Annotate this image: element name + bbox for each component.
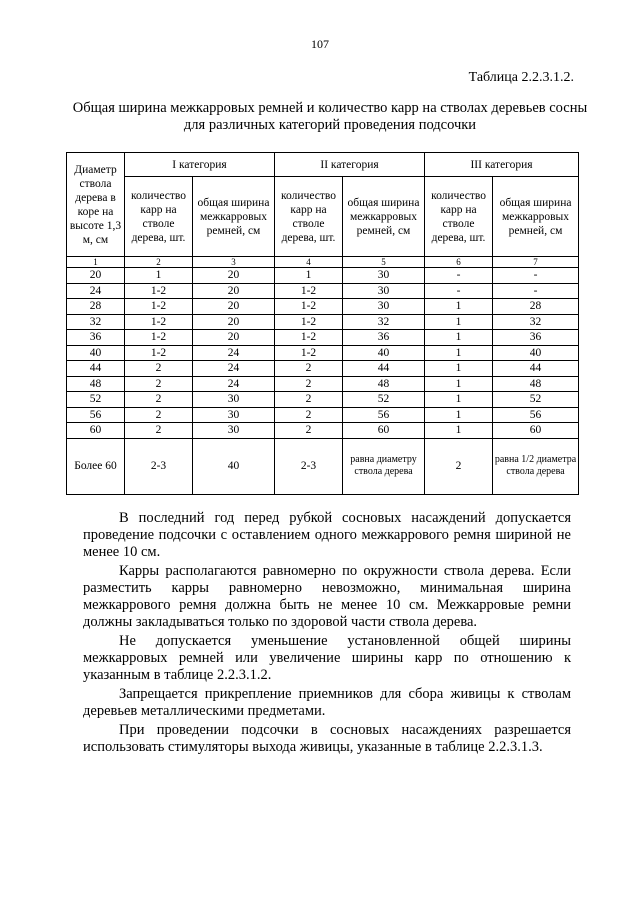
- table-cell: 2: [275, 361, 343, 377]
- table-cell: 48: [493, 376, 579, 392]
- table-caption: Общая ширина межкарровых ремней и количество карр на стволах деревьев сосны для различных категорий проведения подсочки: [72, 100, 588, 133]
- table-cell: 1-2: [125, 345, 193, 361]
- table-cell: 2: [125, 392, 193, 408]
- table-cell: 2-3: [125, 438, 193, 494]
- table-cell: 40: [343, 345, 425, 361]
- table-cell: 24: [67, 283, 125, 299]
- table-cell: 1-2: [125, 314, 193, 330]
- table-cell: 2: [275, 376, 343, 392]
- table-cell: 48: [67, 376, 125, 392]
- col-number: 6: [425, 257, 493, 268]
- header-count-cat1: количество карр на стволе дерева, шт.: [125, 177, 193, 257]
- table-cell: 1-2: [275, 330, 343, 346]
- table-cell: 44: [343, 361, 425, 377]
- header-category-3: III категория: [425, 153, 579, 177]
- table-row: [67, 376, 579, 392]
- table-body: [67, 268, 579, 439]
- table-cell: 1: [425, 407, 493, 423]
- table-cell: 1: [425, 345, 493, 361]
- table-cell: 2-3: [275, 438, 343, 494]
- table-cell: 60: [343, 423, 425, 439]
- table-row: [67, 314, 579, 330]
- header-diameter: Диаметр ствола дерева в коре на высоте 1,3 м, см: [67, 153, 125, 257]
- header-count-cat3: количество карр на стволе дерева, шт.: [425, 177, 493, 257]
- table-cell: 1: [425, 299, 493, 315]
- table-cell: 60: [493, 423, 579, 439]
- col-number: 7: [493, 257, 579, 268]
- table-cell: 2: [125, 361, 193, 377]
- column-number-row: [67, 257, 579, 268]
- table-cell: 36: [343, 330, 425, 346]
- table-cell: 60: [67, 423, 125, 439]
- table-cell: 1: [125, 268, 193, 284]
- table-row: [67, 407, 579, 423]
- table-cell: 30: [343, 283, 425, 299]
- table-cell: 1: [425, 330, 493, 346]
- table-cell: 1: [275, 268, 343, 284]
- table-cell: 52: [493, 392, 579, 408]
- table-cell: 1: [425, 423, 493, 439]
- table-cell: 2: [275, 423, 343, 439]
- table-cell: 1: [425, 376, 493, 392]
- table-cell: -: [493, 283, 579, 299]
- paragraph: Не допускается уменьшение установленной общей ширины межкарровых ремней или увеличение ширины карр по отношению к указанным в таблице 2.2.3.1.2.: [83, 633, 571, 683]
- header-width-cat2: общая ширина межкарровых ремней, см: [343, 177, 425, 257]
- table-cell: 20: [193, 330, 275, 346]
- table-cell: 20: [67, 268, 125, 284]
- table-cell: 56: [493, 407, 579, 423]
- table-cell: 36: [493, 330, 579, 346]
- table-cell: 32: [493, 314, 579, 330]
- table-row: [67, 268, 579, 284]
- table-cell: Более 60: [67, 438, 125, 494]
- table-cell: 28: [67, 299, 125, 315]
- table-row: [67, 345, 579, 361]
- col-number: 5: [343, 257, 425, 268]
- table-cell: 2: [425, 438, 493, 494]
- col-number: 4: [275, 257, 343, 268]
- table-cell: 2: [125, 376, 193, 392]
- table-cell: 30: [193, 392, 275, 408]
- table-cell: 52: [67, 392, 125, 408]
- header-count-cat2: количество карр на стволе дерева, шт.: [275, 177, 343, 257]
- table-cell: 1-2: [275, 283, 343, 299]
- table-cell: 40: [67, 345, 125, 361]
- paragraph: В последний год перед рубкой сосновых насаждений допускается проведение подсочки с оставлением одного межкаррового ремня шириной не менее 10 см.: [83, 510, 571, 560]
- table-cell: 30: [343, 268, 425, 284]
- table-cell: 24: [193, 361, 275, 377]
- table-cell: 20: [193, 314, 275, 330]
- table-row: [67, 299, 579, 315]
- table-cell: 1: [425, 314, 493, 330]
- table-cell: 20: [193, 299, 275, 315]
- table-cell: 1-2: [125, 299, 193, 315]
- header-width-cat3: общая ширина межкарровых ремней, см: [493, 177, 579, 257]
- table-cell: 24: [193, 345, 275, 361]
- table-cell: 56: [343, 407, 425, 423]
- table-cell: 2: [275, 392, 343, 408]
- table-cell: 52: [343, 392, 425, 408]
- table-cell: 1: [425, 361, 493, 377]
- paragraph: Запрещается прикрепление приемников для сбора живицы к стволам деревьев металлическими предметами.: [83, 686, 571, 719]
- table-cell: 1-2: [275, 345, 343, 361]
- table-row-last: [67, 438, 579, 494]
- table-cell: равна диаметру ствола дерева: [343, 438, 425, 494]
- table-cell: 2: [125, 407, 193, 423]
- table-cell: 44: [67, 361, 125, 377]
- table-cell: 40: [193, 438, 275, 494]
- table-cell: 36: [67, 330, 125, 346]
- table-cell: 32: [67, 314, 125, 330]
- table-cell: 1-2: [125, 283, 193, 299]
- table-cell: 30: [343, 299, 425, 315]
- table-cell: -: [493, 268, 579, 284]
- table-row: [67, 283, 579, 299]
- table-cell: равна 1/2 диаметра ствола дерева: [493, 438, 579, 494]
- table-cell: 1-2: [275, 314, 343, 330]
- table-id: Таблица 2.2.3.1.2.: [468, 70, 574, 85]
- table-cell: 40: [493, 345, 579, 361]
- table-row: [67, 423, 579, 439]
- data-table: [66, 152, 579, 495]
- table-cell: 32: [343, 314, 425, 330]
- col-number: 1: [67, 257, 125, 268]
- table-cell: 28: [493, 299, 579, 315]
- paragraph: При проведении подсочки в сосновых насаждениях разрешается использовать стимуляторы выхода живицы, указанные в таблице 2.2.3.1.3.: [83, 722, 571, 755]
- table-cell: 20: [193, 283, 275, 299]
- col-number: 3: [193, 257, 275, 268]
- table-row: [67, 330, 579, 346]
- table-cell: -: [425, 283, 493, 299]
- table-cell: 56: [67, 407, 125, 423]
- table-cell: 30: [193, 407, 275, 423]
- table-cell: 1-2: [125, 330, 193, 346]
- table-row: [67, 361, 579, 377]
- table-cell: 1-2: [275, 299, 343, 315]
- table-cell: 48: [343, 376, 425, 392]
- table-cell: 2: [275, 407, 343, 423]
- paragraph: Карры располагаются равномерно по окружности ствола дерева. Если разместить карры равномерно невозможно, минимальная ширина межкаррового ремня должна быть не менее 10 см. Межкарровые ремни должны закладываться только по здоровой части ствола дерева.: [83, 563, 571, 630]
- table-cell: 44: [493, 361, 579, 377]
- page-number: 107: [311, 37, 329, 51]
- table-cell: 2: [125, 423, 193, 439]
- header-width-cat1: общая ширина межкарровых ремней, см: [193, 177, 275, 257]
- table-cell: 20: [193, 268, 275, 284]
- table-cell: -: [425, 268, 493, 284]
- table-cell: 1: [425, 392, 493, 408]
- table-row: [67, 392, 579, 408]
- header-category-2: II категория: [275, 153, 425, 177]
- body-text: [83, 510, 571, 758]
- header-category-1: I категория: [125, 153, 275, 177]
- table-cell: 30: [193, 423, 275, 439]
- table-cell: 24: [193, 376, 275, 392]
- col-number: 2: [125, 257, 193, 268]
